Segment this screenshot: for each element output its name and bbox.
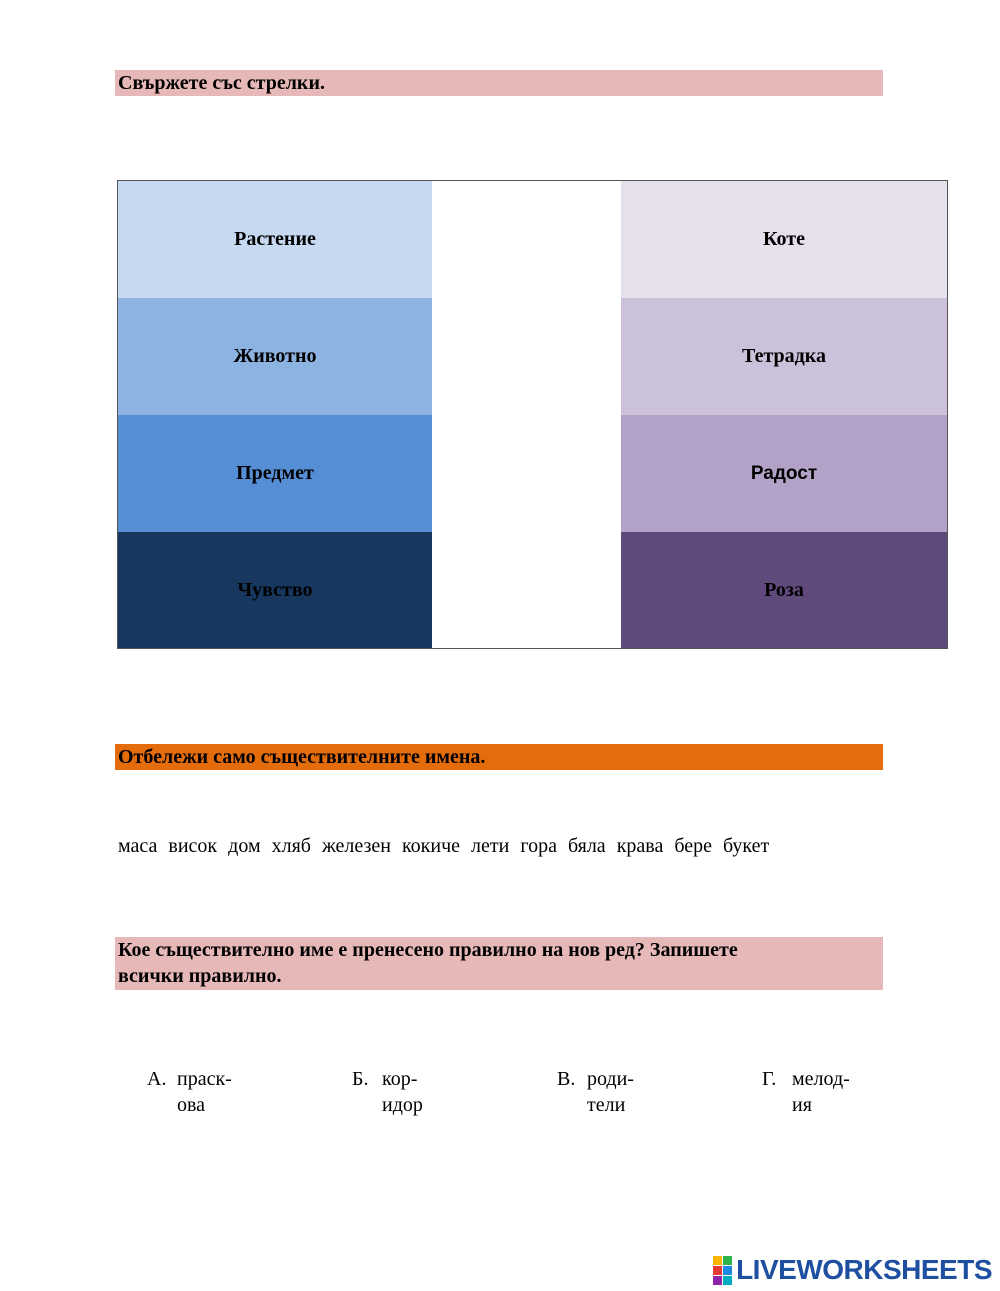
word-item[interactable]: хляб <box>271 835 311 857</box>
option-word <box>382 1066 423 1118</box>
section3-title-line1: Кое съществително име е пренесено правилно на нов ред? Запишете <box>118 939 738 961</box>
word-item[interactable]: железен <box>321 835 391 857</box>
word-item[interactable]: дом <box>228 835 261 857</box>
word-item[interactable]: крава <box>616 835 664 857</box>
right-item-label: Коте <box>763 228 805 250</box>
right-item-label: Радост <box>750 462 818 484</box>
option-line1: праск- <box>177 1068 232 1090</box>
section1-title-text: Свържете със стрелки. <box>118 72 325 94</box>
word-item[interactable]: бере <box>674 835 713 857</box>
section3-title-line2: всички правилно. <box>118 965 282 987</box>
option-line2: ова <box>177 1094 206 1116</box>
liveworksheets-logo-icon <box>713 1256 732 1285</box>
section2-title-text: Отбележи само съществителните имена. <box>118 746 486 768</box>
word-item[interactable]: бяла <box>567 835 606 857</box>
right-item-label: Роза <box>764 578 804 601</box>
option-line2: ия <box>792 1094 812 1116</box>
option-line2: тели <box>587 1094 626 1116</box>
option-line1: мелод- <box>792 1068 850 1090</box>
option-letter: Г. <box>762 1068 777 1090</box>
option-b[interactable] <box>352 1066 423 1118</box>
word-item[interactable]: лети <box>471 835 510 857</box>
word-item[interactable]: маса <box>118 835 158 857</box>
left-item-label: Чувство <box>237 578 313 601</box>
word-item[interactable]: гора <box>520 835 557 857</box>
right-item-3[interactable] <box>621 532 947 648</box>
option-line1: кор- <box>382 1068 418 1090</box>
right-item-label: Тетрадка <box>742 345 826 367</box>
matching-table <box>117 180 948 649</box>
option-word <box>587 1066 634 1118</box>
option-line2: идор <box>382 1094 423 1116</box>
option-line1: роди- <box>587 1068 634 1090</box>
left-item-3[interactable] <box>118 532 432 648</box>
logo-text: LIVEWORKSHEETS <box>736 1254 992 1285</box>
liveworksheets-logo[interactable] <box>713 1255 992 1285</box>
right-item-0[interactable] <box>621 181 947 298</box>
section1-title <box>115 70 883 96</box>
option-a[interactable] <box>147 1066 232 1118</box>
option-g[interactable] <box>762 1066 850 1118</box>
right-item-1[interactable] <box>621 298 947 415</box>
left-item-label: Предмет <box>236 462 314 484</box>
option-word <box>177 1066 232 1118</box>
option-letter: Б. <box>352 1068 369 1090</box>
left-item-label: Животно <box>233 345 317 367</box>
option-v[interactable] <box>557 1066 634 1118</box>
option-word <box>792 1066 850 1118</box>
word-item[interactable]: кокиче <box>401 835 461 857</box>
option-letter: В. <box>557 1068 576 1090</box>
word-item[interactable]: букет <box>723 835 770 857</box>
section3-title <box>115 937 883 990</box>
left-item-0[interactable] <box>118 181 432 298</box>
left-item-1[interactable] <box>118 298 432 415</box>
option-letter: А. <box>147 1068 167 1090</box>
section2-title <box>115 744 883 770</box>
word-item[interactable]: висок <box>168 835 218 857</box>
left-item-label: Растение <box>234 228 316 250</box>
word-list <box>118 833 898 859</box>
left-item-2[interactable] <box>118 415 432 532</box>
right-item-2[interactable] <box>621 415 947 532</box>
